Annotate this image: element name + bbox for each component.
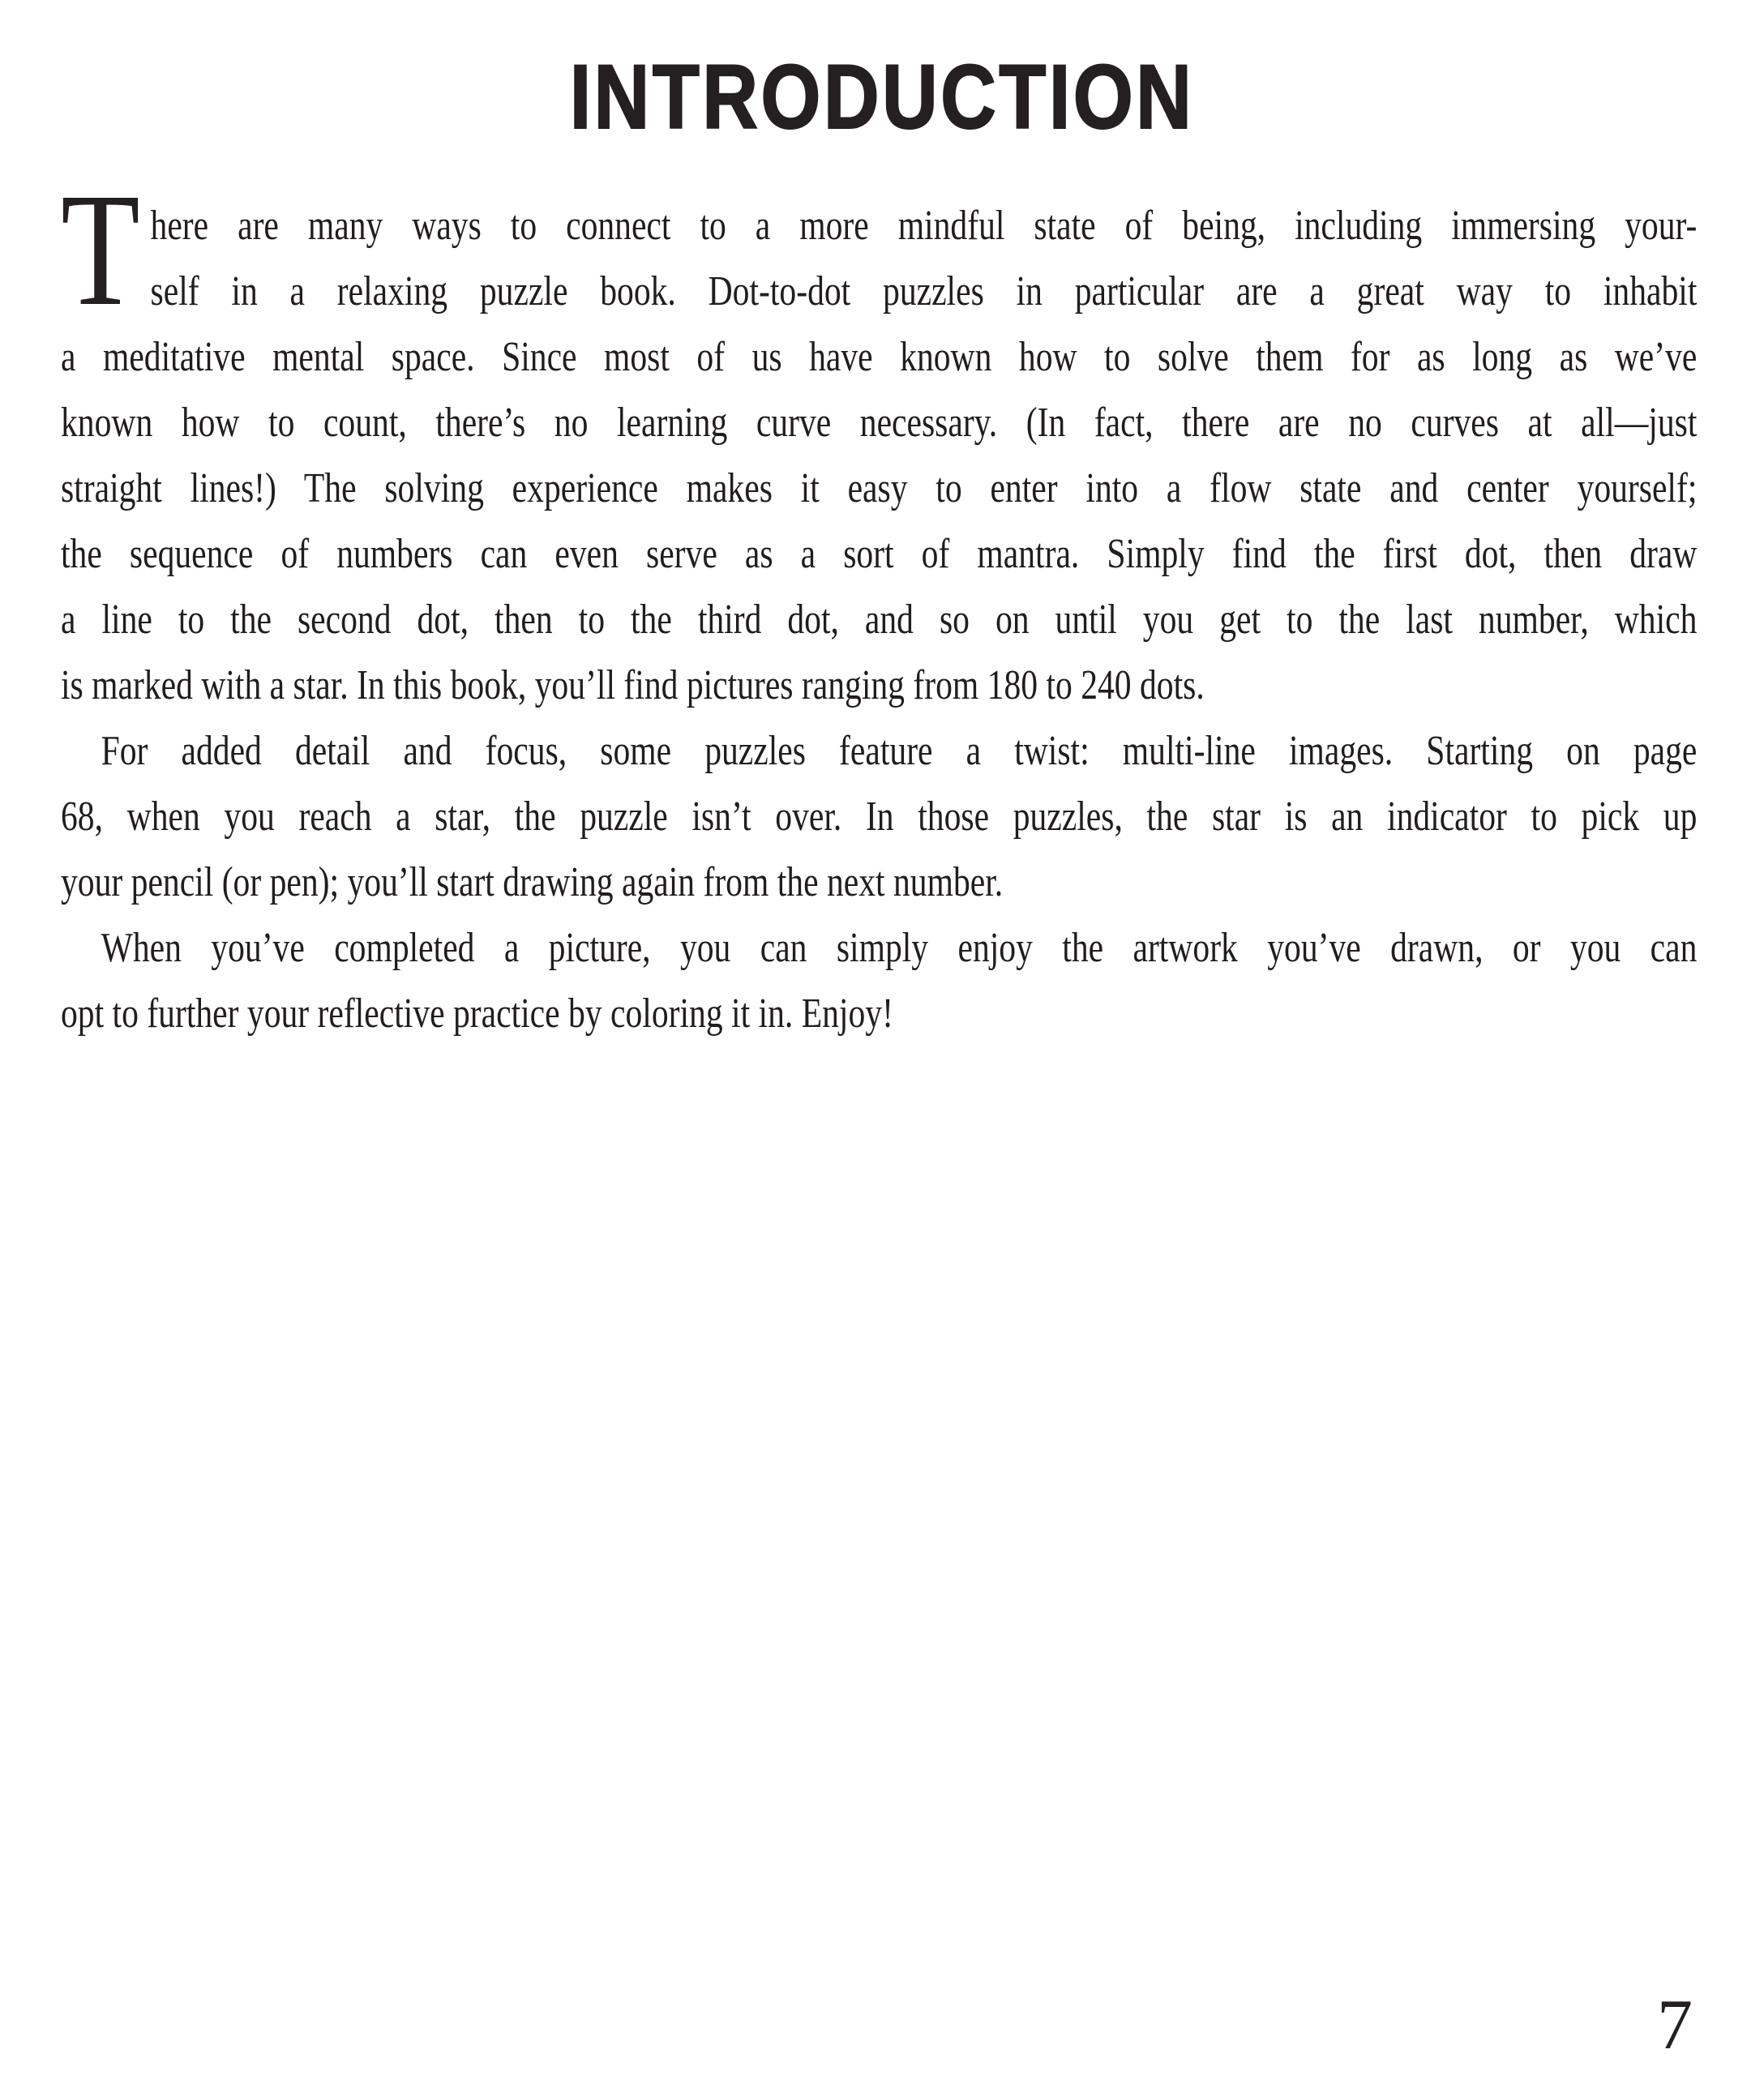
page-title: INTRODUCTION — [569, 46, 1195, 148]
intro-paragraph-2 — [61, 718, 1697, 915]
page-number: 7 — [1657, 1986, 1693, 2064]
text-line: straight lines!) The solving experience makes it easy to enter into a flow state and center yourself; — [61, 465, 1698, 511]
text-line: known how to count, there’s no learning curve necessary. (In fact, there are no curves at all—just — [61, 400, 1698, 446]
text-line: When you’ve completed a picture, you can simply enjoy the artwork you’ve drawn, or you can — [101, 925, 1698, 971]
text-line: a line to the second dot, then to the third dot, and so on until you get to the last number, which — [61, 597, 1698, 643]
intro-paragraph-3 — [61, 915, 1697, 1046]
text-line: is marked with a star. In this book, you’ll find pictures ranging from 180 to 240 dots. — [61, 662, 1205, 708]
intro-paragraph-1 — [61, 160, 1698, 718]
text-line: 68, when you reach a star, the puzzle isn’t over. In those puzzles, the star is an indicator to pick up — [61, 794, 1698, 840]
text-line: a meditative mental space. Since most of us have known how to solve them for as long as we’ve — [61, 334, 1698, 380]
drop-cap: T — [61, 160, 140, 340]
text-line: here are many ways to connect to a more mindful state of being, including immersing your- — [150, 203, 1698, 249]
text-line: the sequence of numbers can even serve as a sort of mantra. Simply find the first dot, then draw — [61, 531, 1698, 577]
text-line: opt to further your reflective practice by coloring it in. Enjoy! — [61, 990, 893, 1037]
text-line: self in a relaxing puzzle book. Dot-to-dot puzzles in particular are a great way to inhabit — [150, 268, 1698, 314]
introduction-text — [61, 160, 1698, 1046]
text-line: your pencil (or pen); you’ll start drawing again from the next number. — [61, 859, 1004, 905]
text-line: For added detail and focus, some puzzles feature a twist: multi-line images. Starting on page — [101, 728, 1698, 774]
